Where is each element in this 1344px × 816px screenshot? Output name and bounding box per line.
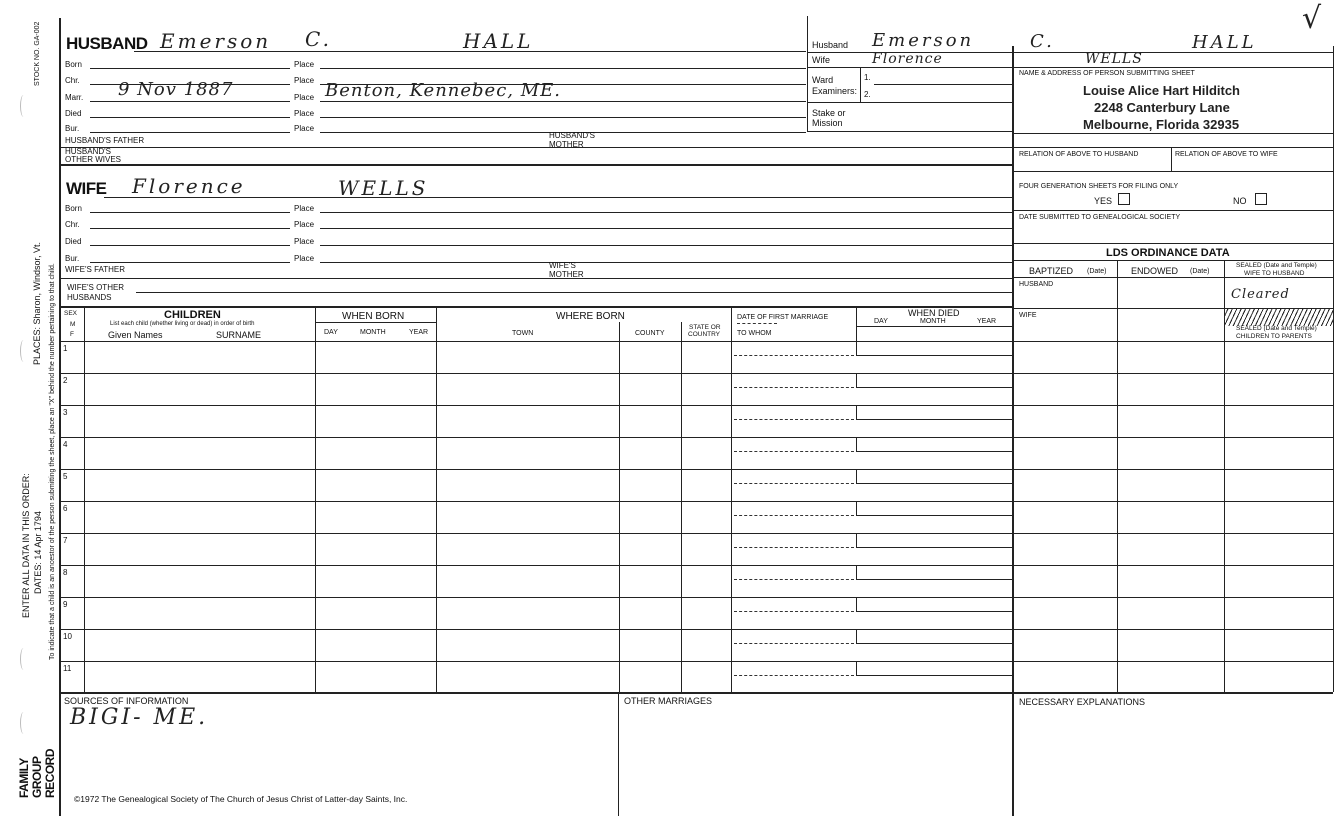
- husband-surname[interactable]: HALL: [463, 29, 534, 53]
- wife-born-label: Born: [65, 204, 82, 213]
- husband-marr-line[interactable]: [90, 101, 290, 102]
- husband-section-bottom: [60, 164, 1012, 166]
- rh-husband-middle[interactable]: C.: [1030, 31, 1055, 52]
- wife-chr-place-line[interactable]: [320, 228, 1012, 229]
- county-label: COUNTY: [635, 330, 665, 337]
- lds-header-bottom: [1013, 277, 1333, 278]
- col-county: [681, 322, 682, 692]
- wife-section-bottom: [60, 306, 1012, 308]
- endowed-sub: (Date): [1190, 268, 1210, 275]
- wife-heading: WIFE: [66, 179, 107, 198]
- when-died-cell[interactable]: [856, 533, 1013, 548]
- sealed-wife-label-1: SEALED (Date and Temple): [1236, 262, 1317, 269]
- children-title: CHILDREN: [164, 309, 221, 321]
- stake-line[interactable]: [808, 131, 1012, 132]
- husband-born-place-label: Place: [294, 60, 315, 69]
- husband-chr-place-label: Place: [294, 76, 315, 85]
- child-row-number: 11: [63, 664, 72, 673]
- table-row[interactable]: [60, 661, 1333, 662]
- baptized-sub: (Date): [1087, 268, 1107, 275]
- stake-label-1: Stake or: [812, 108, 846, 118]
- husband-born-label: Born: [65, 60, 82, 69]
- when-died-cell[interactable]: [856, 469, 1013, 484]
- col-when-born: [436, 307, 437, 692]
- child-row-number: 4: [63, 440, 68, 449]
- husband-middle-initial[interactable]: C.: [305, 27, 332, 51]
- husband-bur-place-label: Place: [294, 124, 315, 133]
- copyright: ©1972 The Genealogical Society of The Church of Jesus Christ of Latter-day Saints, Inc.: [74, 794, 408, 804]
- when-died-underline: [856, 326, 1012, 327]
- table-row[interactable]: [60, 565, 1333, 566]
- child-row-number: 2: [63, 376, 68, 385]
- child-row-number: 3: [63, 408, 68, 417]
- husband-chr-label: Chr.: [65, 76, 80, 85]
- marriage-date-line[interactable]: [734, 675, 854, 676]
- children-header-bottom: [60, 341, 1333, 342]
- wife-parents-line[interactable]: [60, 278, 1012, 279]
- wife-father-label: WIFE'S FATHER: [65, 265, 126, 274]
- date-submitted-bottom[interactable]: [1013, 243, 1333, 244]
- ward-label: Ward: [812, 75, 834, 85]
- husband-marr-place-line[interactable]: [320, 101, 806, 102]
- relation-wife-label: RELATION OF ABOVE TO WIFE: [1175, 151, 1278, 158]
- wife-died-label: Died: [65, 237, 82, 246]
- husband-marr-label: Marr.: [65, 93, 84, 102]
- right-section-border: [1012, 46, 1014, 816]
- marriage-date-line[interactable]: [734, 547, 854, 548]
- lds-col-1: [1117, 260, 1118, 692]
- outer-right-border: [1333, 46, 1334, 692]
- enter-order-note: ENTER ALL DATA IN THIS ORDER:: [21, 473, 31, 618]
- table-row[interactable]: [60, 469, 1333, 470]
- ward-bottom-line: [808, 102, 1012, 103]
- husband-bur-line[interactable]: [90, 132, 290, 133]
- marriage-date-line[interactable]: [734, 451, 854, 452]
- sealed-value[interactable]: Cleared: [1231, 287, 1290, 302]
- other-marriages-label: OTHER MARRIAGES: [624, 696, 713, 706]
- marriage-date-line[interactable]: [734, 483, 854, 484]
- submitter-street[interactable]: 2248 Canterbury Lane: [1094, 100, 1230, 115]
- table-row[interactable]: [60, 501, 1333, 502]
- four-gen-label: FOUR GENERATION SHEETS FOR FILING ONLY: [1019, 183, 1179, 190]
- sources-value[interactable]: BIGI- ME.: [70, 705, 209, 730]
- when-died-cell[interactable]: [856, 405, 1013, 420]
- col-town: [619, 322, 620, 692]
- died-year-label: YEAR: [977, 318, 997, 325]
- lds-col-2: [1224, 260, 1225, 692]
- wife-bur-place-label: Place: [294, 254, 315, 263]
- baptized-label: BAPTIZED: [1029, 266, 1074, 276]
- child-row-number: 7: [63, 536, 68, 545]
- town-label: TOWN: [512, 330, 534, 337]
- rh-husband-surname[interactable]: HALL: [1192, 32, 1257, 53]
- husband-died-line[interactable]: [90, 117, 290, 118]
- when-died-label: WHEN DIED: [908, 308, 960, 318]
- child-row-number: 1: [63, 344, 68, 353]
- when-died-cell[interactable]: [856, 373, 1013, 388]
- wife-died-place-line[interactable]: [320, 245, 1012, 246]
- explanations-label: NECESSARY EXPLANATIONS: [1019, 697, 1146, 707]
- wife-chr-place-label: Place: [294, 220, 315, 229]
- when-died-cell[interactable]: [856, 501, 1013, 516]
- child-row-number: 10: [63, 632, 72, 641]
- wife-born-line[interactable]: [90, 212, 290, 213]
- husband-marr-place-label: Place: [294, 93, 315, 102]
- submitter-bottom: [1013, 133, 1333, 134]
- relation-husband-label: RELATION OF ABOVE TO HUSBAND: [1019, 151, 1139, 158]
- wife-chr-label: Chr.: [65, 220, 80, 229]
- table-row[interactable]: [60, 533, 1333, 534]
- given-names-label: Given Names: [108, 330, 163, 340]
- when-died-cell[interactable]: [856, 661, 1013, 676]
- footer-divider-1: [618, 692, 619, 816]
- marriage-date-line[interactable]: [734, 643, 854, 644]
- child-row-number: 6: [63, 504, 68, 513]
- wife-surname[interactable]: WELLS: [338, 176, 429, 200]
- died-day-label: DAY: [874, 318, 888, 325]
- wife-bur-label: Bur.: [65, 254, 80, 263]
- lds-title: LDS ORDINANCE DATA: [1106, 247, 1230, 259]
- wife-chr-line[interactable]: [90, 228, 290, 229]
- husband-father-label: HUSBAND'S FATHER: [65, 136, 145, 145]
- when-died-cell[interactable]: [856, 341, 1013, 356]
- sealed-wife-label-2: WIFE TO HUSBAND: [1244, 270, 1305, 277]
- sex-label: SEX: [64, 310, 78, 317]
- wife-born-place-line[interactable]: [320, 212, 1012, 213]
- date-submitted-label: DATE SUBMITTED TO GENEALOGICAL SOCIETY: [1019, 214, 1181, 221]
- husband-mother-label-1: HUSBAND'S: [549, 131, 595, 140]
- punch-hole: [20, 648, 27, 670]
- wife-mother-label-1: WIFE'S: [549, 261, 576, 270]
- relation-divider: [1171, 147, 1172, 171]
- when-born-divider: [315, 322, 436, 323]
- yes-checkbox[interactable]: [1118, 193, 1130, 205]
- punch-hole: [20, 340, 27, 362]
- children-sealed-label-1: SEALED (Date and Temple): [1236, 325, 1317, 332]
- sex-f-label: F: [70, 331, 74, 338]
- stock-number: STOCK NO. GA-002: [34, 21, 41, 86]
- submitter-city[interactable]: Melbourne, Florida 32935: [1083, 117, 1240, 132]
- left-border: [59, 18, 61, 816]
- footer-top: [60, 692, 1333, 694]
- table-row[interactable]: [60, 597, 1333, 598]
- dates-example: DATES: 14 Apr 1794: [33, 511, 43, 594]
- child-row-number: 9: [63, 600, 68, 609]
- born-month-label: MONTH: [360, 329, 386, 336]
- state-label-1: STATE OR: [689, 324, 721, 331]
- table-row[interactable]: [60, 437, 1333, 438]
- surname-label: SURNAME: [216, 330, 262, 340]
- col-marriage: [856, 307, 857, 341]
- submitter-label: NAME & ADDRESS OF PERSON SUBMITTING SHEET: [1019, 70, 1195, 77]
- husband-heading: HUSBAND: [66, 34, 148, 53]
- wife-other-husbands-line[interactable]: [136, 292, 1012, 293]
- husband-parents-line[interactable]: [60, 147, 1012, 148]
- child-ancestor-note: To indicate that a child is an ancestor of the person submitting the sheet, place an "X" behind the number pertaining to that child.: [49, 263, 56, 660]
- children-sealed-label-2: CHILDREN TO PARENTS: [1236, 333, 1312, 340]
- rh-husband-label: Husband: [812, 40, 849, 50]
- husband-died-place-label: Place: [294, 109, 315, 118]
- relation-bottom: [1013, 171, 1333, 172]
- lds-title-bottom: [1013, 260, 1333, 261]
- marriage-date-line[interactable]: [734, 515, 854, 516]
- husband-bur-label: Bur.: [65, 124, 80, 133]
- lds-wife-row: WIFE: [1019, 312, 1037, 319]
- submitter-name[interactable]: Louise Alice Hart Hilditch: [1083, 83, 1240, 98]
- wife-died-line[interactable]: [90, 245, 290, 246]
- marriage-date-line[interactable]: [734, 579, 854, 580]
- table-row[interactable]: [60, 373, 1333, 374]
- wife-born-place-label: Place: [294, 204, 315, 213]
- wife-mother-label-2: MOTHER: [549, 270, 584, 279]
- rh-wife-label: Wife: [812, 55, 830, 65]
- husband-other-wives-label-2: OTHER WIVES: [65, 155, 122, 164]
- children-subtitle: List each child (whether living or dead) in order of birth: [110, 321, 255, 327]
- husband-born-place-line[interactable]: [320, 68, 806, 69]
- husband-mother-label-2: MOTHER: [549, 140, 584, 149]
- marriage-date-line[interactable]: [734, 611, 854, 612]
- form-title: FAMILY GROUP RECORD: [17, 748, 57, 798]
- header-divider: [807, 16, 808, 132]
- child-row-number: 5: [63, 472, 68, 481]
- rh-wife-surname[interactable]: WELLS: [1085, 51, 1143, 67]
- wife-row-hatch: [1224, 309, 1333, 326]
- first-marriage-dash: [737, 323, 777, 324]
- places-example: PLACES: Sharon, Windsor, Vt.: [32, 241, 42, 365]
- husband-marr-date[interactable]: 9 Nov 1887: [118, 79, 234, 100]
- punch-hole: [20, 712, 27, 734]
- when-died-cell[interactable]: [856, 597, 1013, 612]
- when-born-label: WHEN BORN: [342, 311, 405, 322]
- marriage-date-line[interactable]: [734, 419, 854, 420]
- state-label-2: COUNTRY: [688, 331, 721, 338]
- wife-bur-line[interactable]: [90, 262, 290, 263]
- husband-other-wives-label-1: HUSBAND'S: [65, 147, 111, 156]
- husband-given-name[interactable]: Emerson: [160, 29, 272, 53]
- sex-m-label: M: [70, 321, 76, 328]
- born-year-label: YEAR: [409, 329, 429, 336]
- to-whom-label: TO WHOM: [737, 330, 772, 337]
- table-row[interactable]: [60, 405, 1333, 406]
- no-label: NO: [1233, 196, 1247, 206]
- husband-born-line[interactable]: [90, 68, 290, 69]
- punch-hole: [20, 95, 27, 117]
- born-day-label: DAY: [324, 329, 338, 336]
- died-month-label: MONTH: [920, 318, 946, 325]
- rh-wife-line: [808, 67, 1334, 68]
- four-gen-bottom: [1013, 210, 1333, 211]
- examiners-label: Examiners:: [812, 86, 858, 96]
- husband-died-place-line[interactable]: [320, 117, 806, 118]
- stake-label-2: Mission: [812, 118, 843, 128]
- husband-marr-place[interactable]: Benton, Kennebec, ME.: [325, 80, 562, 101]
- where-born-label: WHERE BORN: [556, 311, 625, 322]
- lds-husband-row: HUSBAND: [1019, 281, 1054, 288]
- rh-husband-given[interactable]: Emerson: [872, 30, 975, 51]
- check-mark: √: [1302, 1, 1322, 36]
- marriage-date-line[interactable]: [734, 387, 854, 388]
- examiner-1-label: 1.: [864, 73, 871, 82]
- yes-label: YES: [1094, 196, 1113, 206]
- wife-given-name[interactable]: Florence: [132, 174, 246, 198]
- no-checkbox[interactable]: [1255, 193, 1267, 205]
- examiner-2-label: 2.: [864, 90, 871, 99]
- when-died-cell[interactable]: [856, 565, 1013, 580]
- wife-other-husbands-label-1: WIFE'S OTHER: [67, 283, 125, 292]
- endowed-label: ENDOWED: [1131, 266, 1178, 276]
- child-row-number: 8: [63, 568, 68, 577]
- rh-wife-given[interactable]: Florence: [872, 51, 943, 67]
- when-died-cell[interactable]: [856, 437, 1013, 452]
- wife-died-place-label: Place: [294, 237, 315, 246]
- examiner-1-line[interactable]: [874, 84, 1012, 85]
- first-marriage-label: DATE OF FIRST MARRIAGE: [737, 314, 829, 321]
- husband-died-label: Died: [65, 109, 82, 118]
- col-children: [315, 307, 316, 692]
- wife-bur-place-line[interactable]: [320, 262, 1012, 263]
- col-sex: [84, 307, 85, 692]
- relation-top: [1013, 147, 1333, 148]
- marriage-date-line[interactable]: [734, 355, 854, 356]
- table-row[interactable]: [60, 629, 1333, 630]
- when-died-cell[interactable]: [856, 629, 1013, 644]
- wife-other-husbands-label-2: HUSBANDS: [67, 293, 112, 302]
- col-state: [731, 307, 732, 692]
- sources-label: SOURCES OF INFORMATION: [64, 696, 189, 706]
- ward-divider: [860, 67, 861, 102]
